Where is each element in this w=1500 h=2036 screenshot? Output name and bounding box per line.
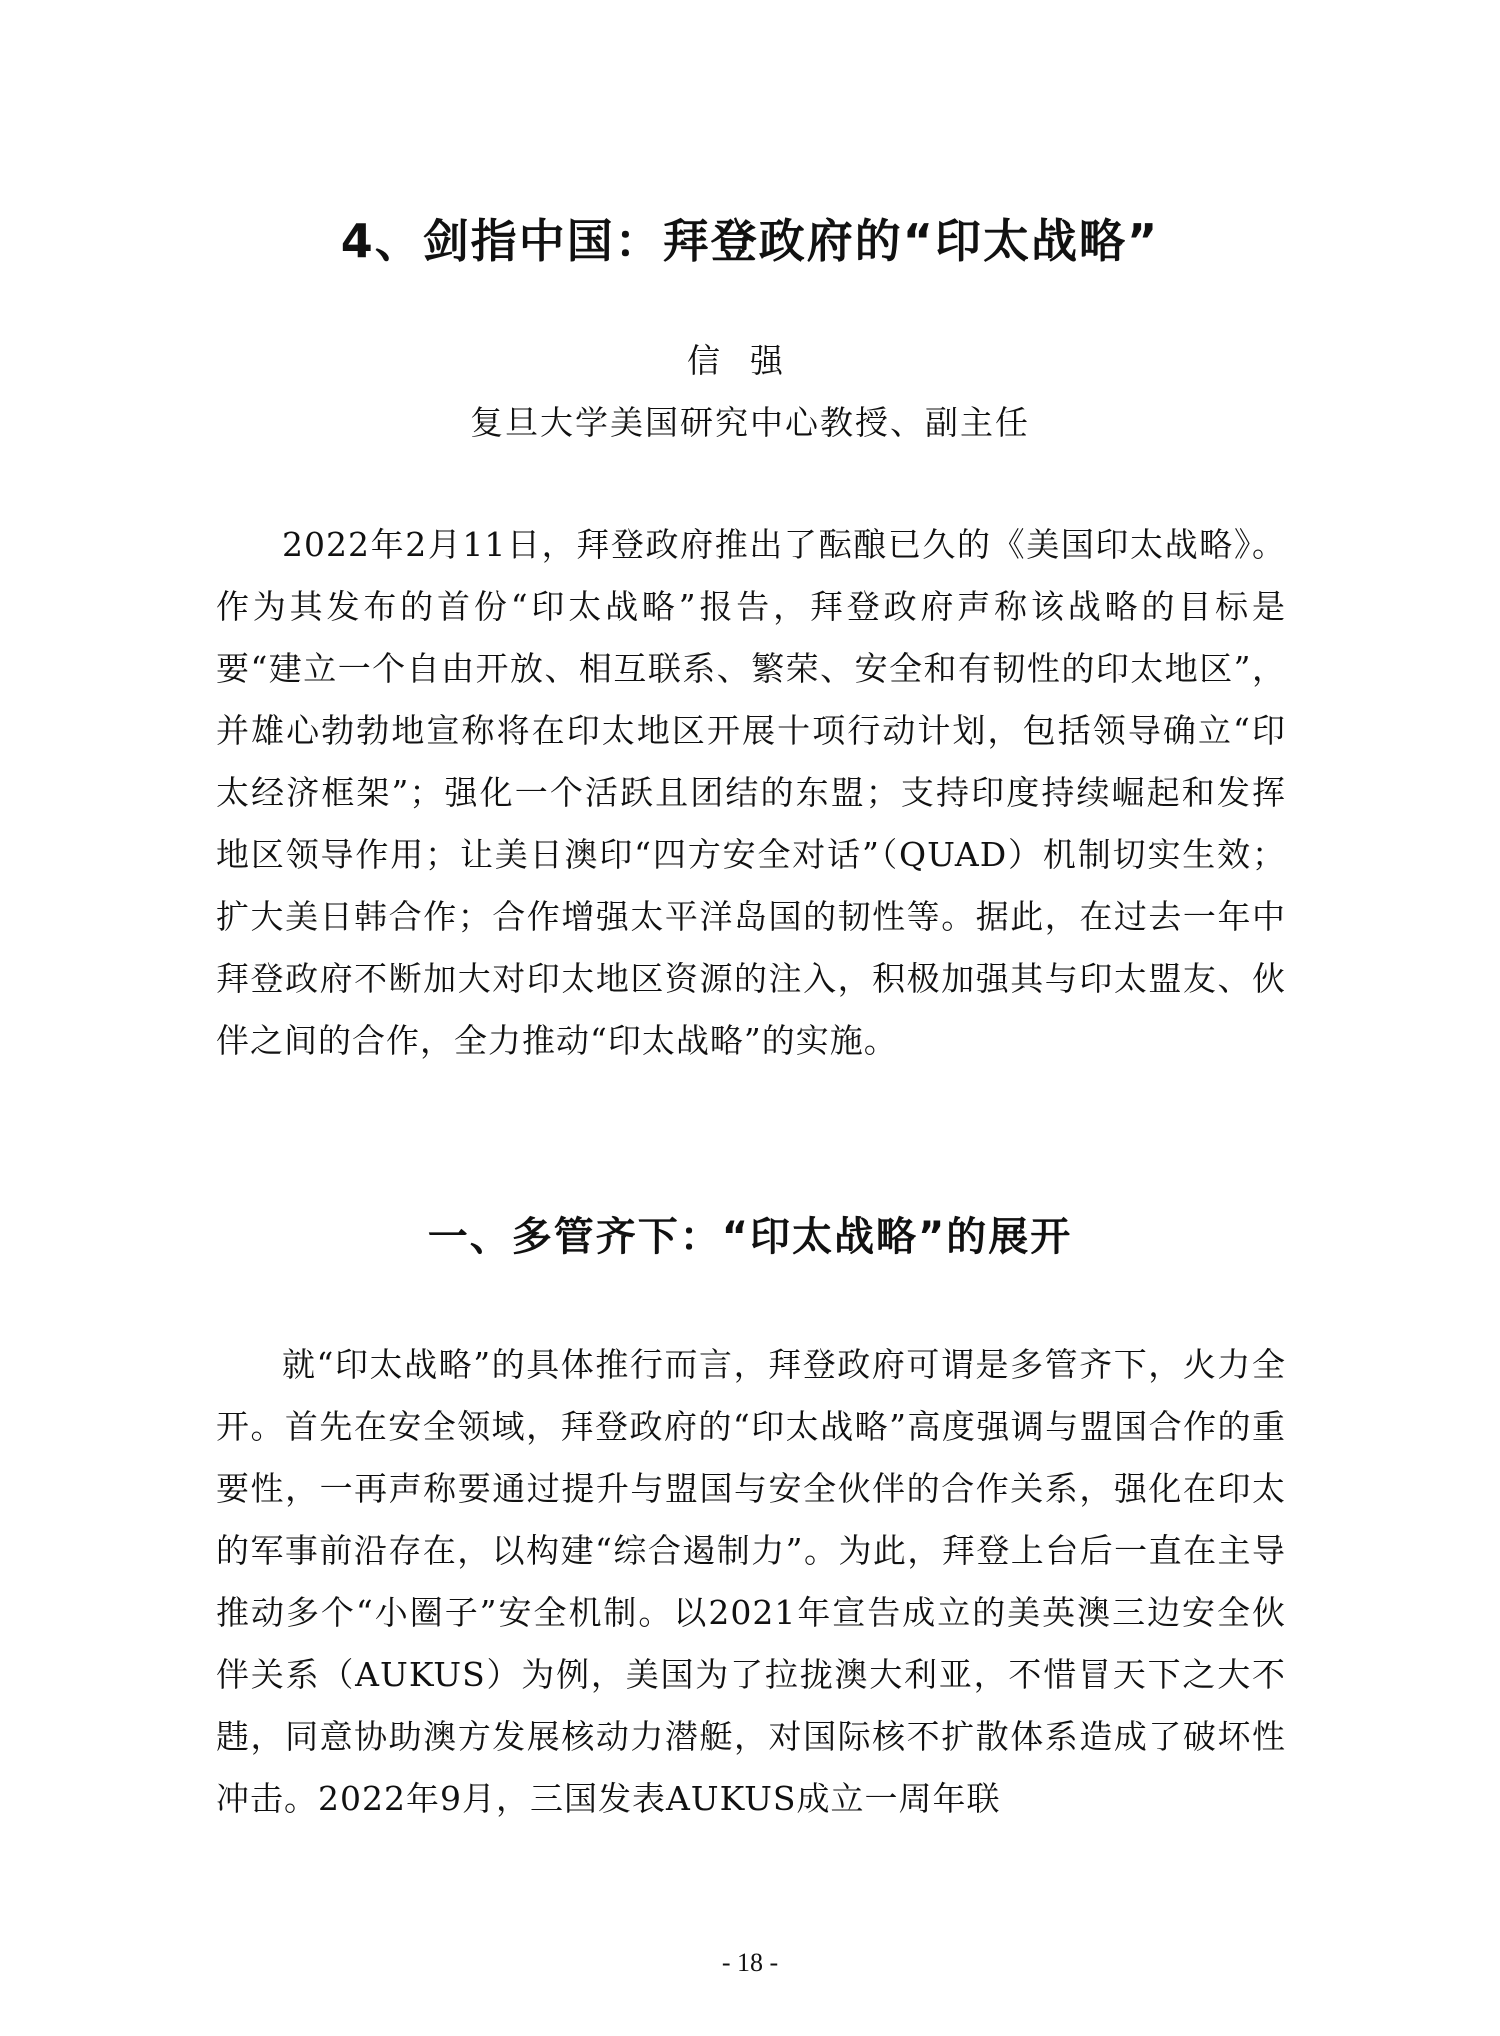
- section-paragraph: 就“印太战略”的具体推行而言，拜登政府可谓是多管齐下，火力全开。首先在安全领域，拜登政府的“印太战略”高度强调与盟国合作的重要性，一再声称要通过提升与盟国与安全伙伴的合作关系，强化在印太的军事前沿存在，以构建“综合遏制力”。为此，拜登上台后一直在主导推动多个“小圈子”安全机制。以2021年宣告成立的美英澳三边安全伙伴关系（AUKUS）为例，美国为了拉拢澳大利亚，不惜冒天下之大不韪，同意协助澳方发展核动力潜艇，对国际核不扩散体系造成了破坏性冲击。2022年9月，三国发表AUKUS成立一周年联: [216, 1345, 1286, 1818]
- page-number: - 18 -: [721, 1948, 779, 1977]
- section-heading: 一、多管齐下：“印太战略”的展开: [427, 1214, 1073, 1260]
- document-title: 4、剑指中国：拜登政府的“印太战略”: [340, 214, 1160, 268]
- author-affiliation: 复旦大学美国研究中心教授、副主任: [470, 403, 1030, 442]
- author-name: 信强: [687, 341, 813, 380]
- intro-paragraph: 2022年2月11日，拜登政府推出了酝酿已久的《美国印太战略》。作为其发布的首份“印太战略”报告，拜登政府声称该战略的目标是要“建立一个自由开放、相互联系、繁荣、安全和有韧性的印太地区”，并雄心勃勃地宣称将在印太地区开展十项行动计划，包括领导确立“印太经济框架”；强化一个活跃且团结的东盟；支持印度持续崛起和发挥地区领导作用；让美日澳印“四方安全对话”（QUAD）机制切实生效；扩大美日韩合作；合作增强太平洋岛国的韧性等。据此，在过去一年中拜登政府不断加大对印太地区资源的注入，积极加强其与印太盟友、伙伴之间的合作，全力推动“印太战略”的实施。: [216, 525, 1286, 1060]
